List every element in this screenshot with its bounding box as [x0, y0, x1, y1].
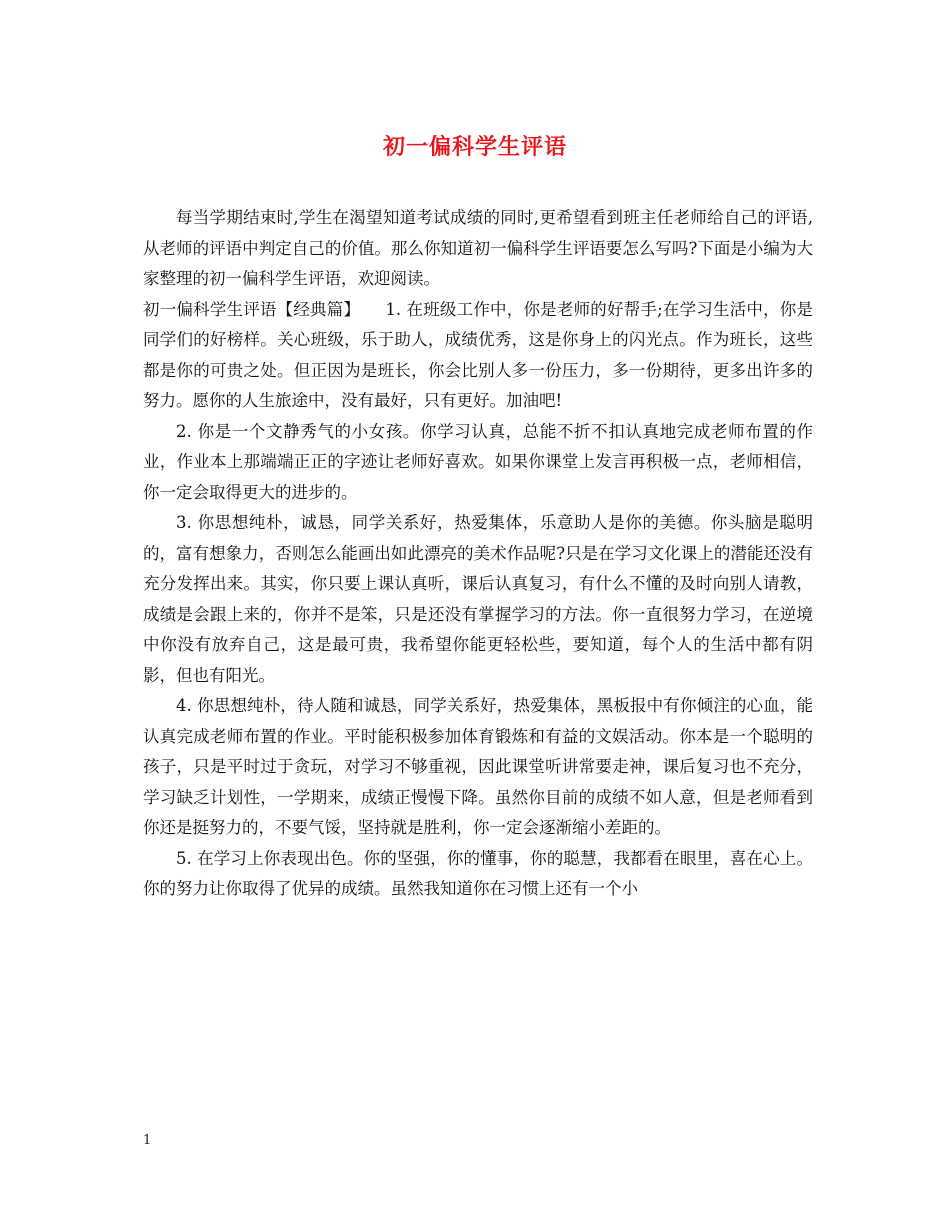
comment-paragraph-3: 3. 你思想纯朴，诚恳，同学关系好，热爱集体，乐意助人是你的美德。你头脑是聪明的，富有想象力，否则怎么能画出如此漂亮的美术作品呢?只是在学习文化课上的潜能还没有充分发挥出来。其实，你只要上课认真听，课后认真复习，有什么不懂的及时向别人请教，成绩是会跟上来的，你并不是笨，只是还没有掌握学习的方法。你一直很努力学习，在逆境中你没有放弃自己，这是最可贵，我希望你能更轻松些，要知道，每个人的生活中都有阴影，但也有阳光。	[143, 513, 813, 685]
page-number: 1	[143, 1133, 152, 1148]
comment-paragraph-5: 5. 在学习上你表现出色。你的坚强，你的懂事，你的聪慧，我都看在眼里，喜在心上。你的努力让你取得了优异的成绩。虽然我知道你在习惯上还有一个小	[143, 848, 813, 898]
comment-paragraph-1: 初一偏科学生评语【经典篇】 1. 在班级工作中，你是老师的好帮手;在学习生活中，你是同学们的好榜样。关心班级，乐于助人，成绩优秀，这是你身上的闪光点。作为班长，这些都是你的可贵之处。但正因为是班长，你会比别人多一份压力，多一份期待，更多出许多的努力。愿你的人生旅途中，没有最好，只有更好。加油吧!	[143, 299, 813, 410]
page-title: 初一偏科学生评语	[382, 134, 567, 160]
comment-paragraph-4: 4. 你思想纯朴，待人随和诚恳，同学关系好，热爱集体，黑板报中有你倾注的心血，能认真完成老师布置的作业。平时能积极参加体育锻炼和有益的文娱活动。你本是一个聪明的孩子，只是平时过于贪玩，对学习不够重视，因此课堂听讲常要走神，课后复习也不充分，学习缺乏计划性，一学期来，成绩正慢慢下降。虽然你目前的成绩不如人意，但是老师看到你还是挺努力的，不要气馁，坚持就是胜利，你一定会逐渐缩小差距的。	[143, 696, 813, 837]
document-body	[143, 203, 813, 905]
comment-paragraph-2: 2. 你是一个文静秀气的小女孩。你学习认真，总能不折不扣认真地完成老师布置的作业，作业本上那端端正正的字迹让老师好喜欢。如果你课堂上发言再积极一点，老师相信，你一定会取得更大的进步的。	[143, 421, 813, 502]
intro-paragraph: 每当学期结束时,学生在渴望知道考试成绩的同时,更希望看到班主任老师给自己的评语,从老师的评语中判定自己的价值。那么你知道初一偏科学生评语要怎么写吗?下面是小编为大家整理的初一偏科学生评语，欢迎阅读。	[143, 208, 813, 288]
